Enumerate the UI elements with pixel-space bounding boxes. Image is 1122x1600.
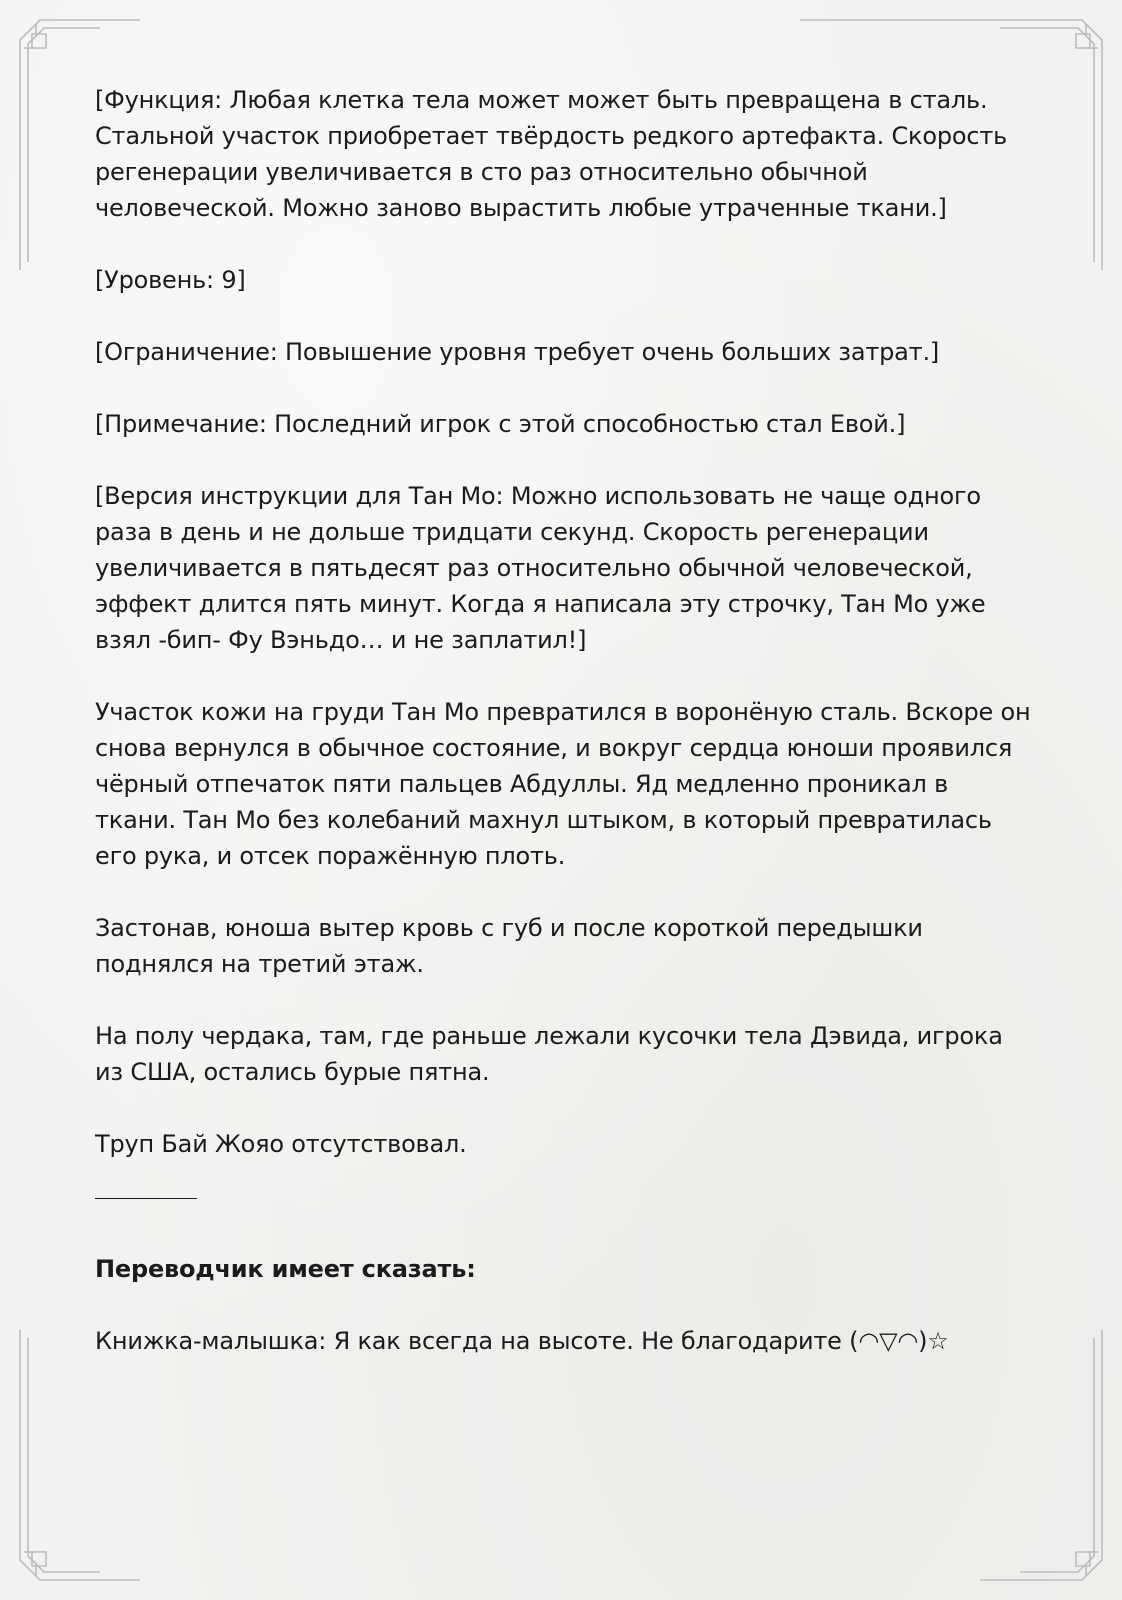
paragraph-story-3: На полу чердака, там, где раньше лежали кусочки тела Дэвида, игрока из США, остались бурые пятна. [95, 1022, 1003, 1086]
document-body [95, 82, 1035, 1395]
paragraph-note: [Примечание: Последний игрок с этой способностью стал Евой.] [95, 410, 906, 438]
translator-note-heading: Переводчик имеет сказать: [95, 1255, 476, 1283]
paragraph-instruction-version: [Версия инструкции для Тан Мо: Можно использовать не чаще одного раза в день и не дольше тридцати секунд. Скорость регенерации увеличивается в пятьдесят раз относительно обычной человеческой, эффект длится пять минут. Когда я написала эту строчку, Тан Мо уже взял -бип- Фу Вэньдо… и не заплатил!] [95, 482, 986, 654]
paragraph-story-4: Труп Бай Жояо отсутствовал. [95, 1130, 467, 1158]
paragraph-limitation: [Ограничение: Повышение уровня требует очень больших затрат.] [95, 338, 940, 366]
paragraph-story-2: Застонав, юноша вытер кровь с губ и после короткой передышки поднялся на третий этаж. [95, 914, 923, 978]
separator-line [95, 1198, 197, 1199]
paragraph-level: [Уровень: 9] [95, 266, 246, 294]
paragraph-function: [Функция: Любая клетка тела может может быть превращена в сталь. Стальной участок приобретает твёрдость редкого артефакта. Скорость регенерации увеличивается в сто раз относительно обычной человеческой. Можно заново вырастить любые утраченные ткани.] [95, 86, 1008, 222]
paragraph-story-1: Участок кожи на груди Тан Мо превратился в воронёную сталь. Вскоре он снова вернулся в обычное состояние, и вокруг сердца юноши проявился чёрный отпечаток пяти пальцев Абдуллы. Яд медленно проникал в ткани. Тан Мо без колебаний махнул штыком, в который превратилась его рука, и отсек поражённую плоть. [95, 698, 1031, 870]
translator-note-text: Книжка-малышка: Я как всегда на высоте. Не благодарите (◠▽◠)☆ [95, 1327, 949, 1355]
